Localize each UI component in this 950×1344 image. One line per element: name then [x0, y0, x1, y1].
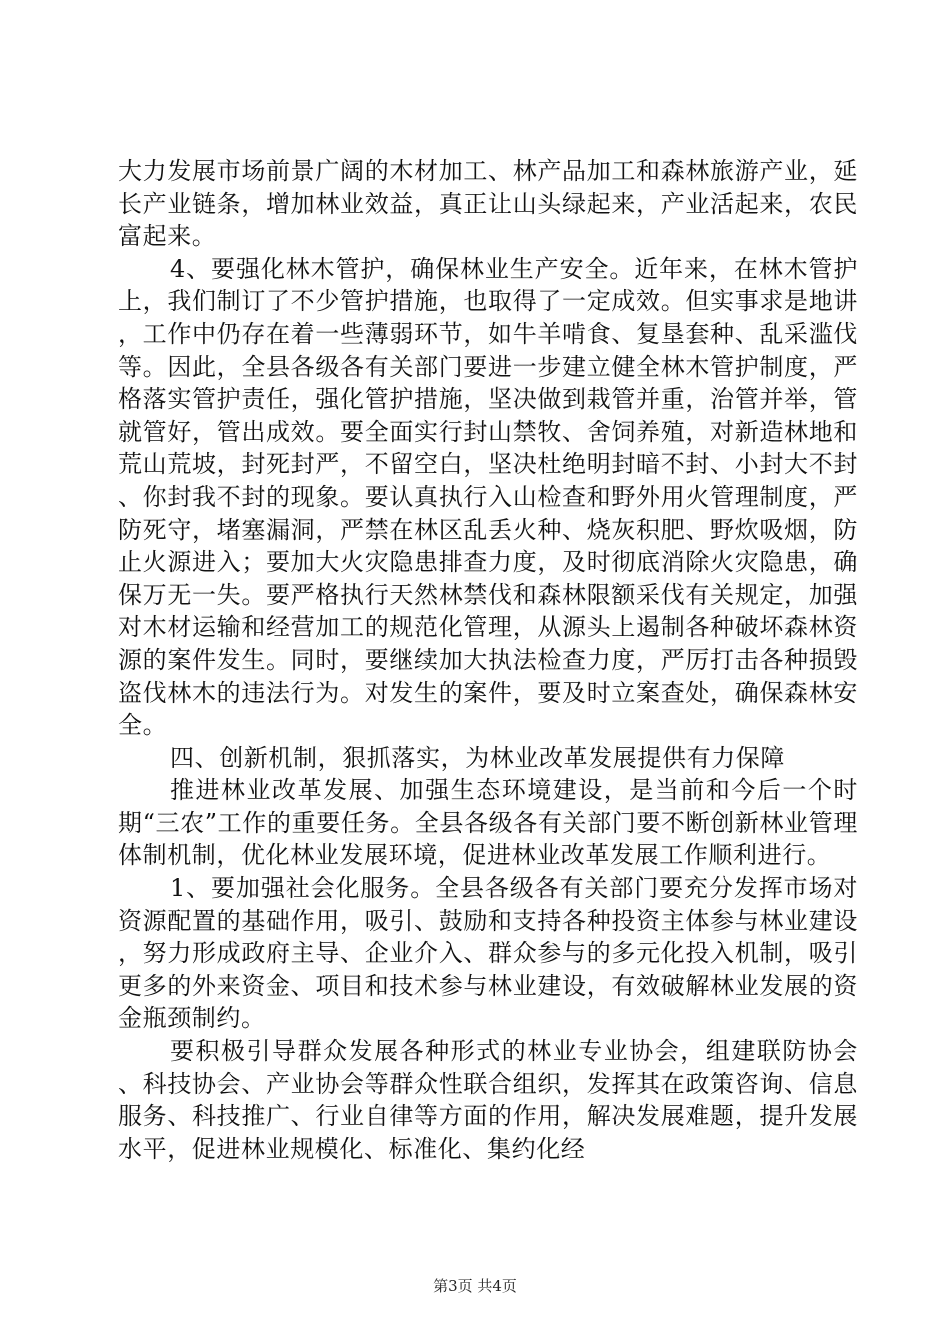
paragraph-forest-protection: 4、要强化林木管护，确保林业生产安全。近年来，在林木管护上，我们制订了不少管护措施，也取得了一定成效。但实事求是地讲，工作中仍存在着一些薄弱环节，如牛羊啃食、复垦套种、乱采滥伐等。因此，全县各级各有关部门要进一步建立健全林木管护制度，严格落实管护责任，强化管护措施，坚决做到栽管并重，治管并举，管就管好，管出成效。要全面实行封山禁牧、舍饲养殖，对新造林地和荒山荒坡，封死封严，不留空白，坚决杜绝明封暗不封、小封大不封、你封我不封的现象。要认真执行入山检查和野外用火管理制度，严防死守，堵塞漏洞，严禁在林区乱丢火种、烧灰积肥、野炊吸烟，防止火源进入；要加大火灾隐患排查力度，及时彻底消除火灾隐患，确保万无一失。要严格执行天然林禁伐和森林限额采伐有关规定，加强对木材运输和经营加工的规范化管理，从源头上遏制各种破坏森林资源的案件发生。同时，要继续加大执法检查力度，严厉打击各种损毁盗伐林木的违法行为。对发生的案件，要及时立案查处，确保森林安全。 — [118, 254, 858, 740]
section-heading: 四、创新机制，狠抓落实，为林业改革发展提供有力保障 — [170, 743, 785, 772]
paragraph-associations: 要积极引导群众发展各种形式的林业专业协会，组建联防协会、科技协会、产业协会等群众性联合组织，发挥其在政策咨询、信息服务、科技推广、行业自律等方面的作用，解决发展难题，提升发展水平，促进林业规模化、标准化、集约化经 — [118, 1037, 858, 1163]
page-footer: 第3页 共4页 — [433, 1277, 517, 1295]
paragraph-continuation: 大力发展市场前景广阔的木材加工、林产品加工和森林旅游产业，延长产业链条，增加林业效益，真正让山头绿起来，产业活起来，农民富起来。 — [118, 157, 858, 251]
document-body — [118, 155, 858, 1165]
paragraph-reform-intro: 推进林业改革发展、加强生态环境建设，是当前和今后一个时期“三农”工作的重要任务。全县各级各有关部门要不断创新林业管理体制机制，优化林业发展环境，促进林业改革发展工作顺利进行。 — [118, 776, 858, 870]
paragraph-social-services: 1、要加强社会化服务。全县各级各有关部门要充分发挥市场对资源配置的基础作用，吸引、鼓励和支持各种投资主体参与林业建设，努力形成政府主导、企业介入、群众参与的多元化投入机制，吸引更多的外来资金、项目和技术参与林业建设，有效破解林业发展的资金瓶颈制约。 — [118, 874, 858, 1033]
